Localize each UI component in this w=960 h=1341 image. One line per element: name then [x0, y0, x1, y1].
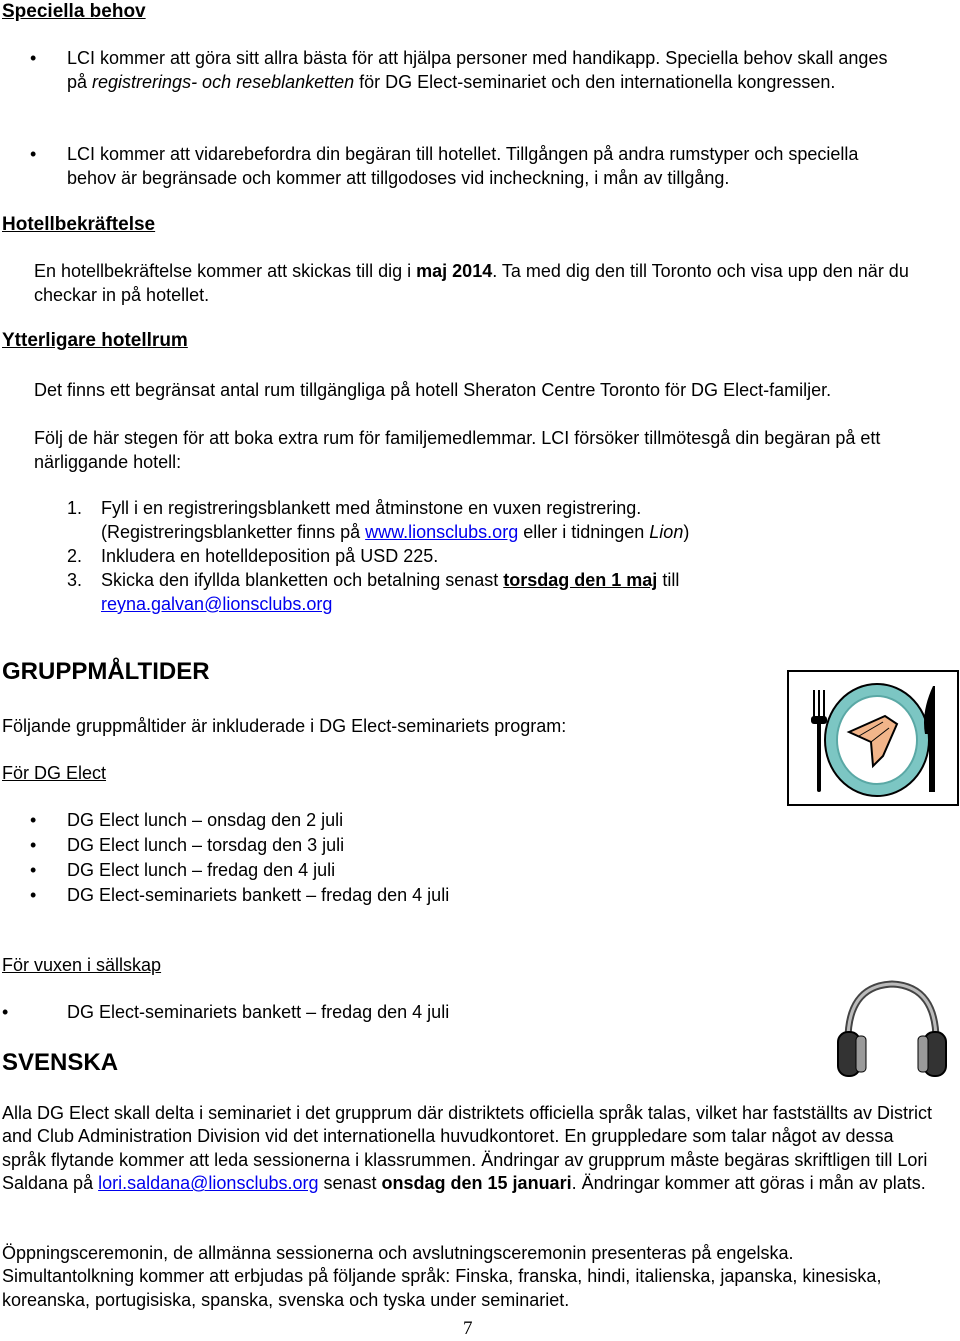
- swedish-paragraph: Öppningsceremonin, de allmänna sessionerna och avslutningsceremonin presenteras på engelska. Simultantolkning kommer att erbjudas på följande språk: Finska, franska, hindi, italienska, japanska, kinesiska, koreanska, portugisiska, spanska, svenska och tyska under seminariet.: [2, 1243, 882, 1310]
- extra-rooms-paragraph: Det finns ett begränsat antal rum tillgängliga på hotell Sheraton Centre Toronto för DG Elect-familjer.: [34, 380, 832, 400]
- dinner-plate-image: [787, 670, 959, 806]
- bullet-icon: •: [30, 835, 37, 855]
- step-item: Inkludera en hotelldeposition på USD 225.: [101, 546, 439, 566]
- bullet-icon: •: [30, 885, 37, 905]
- lionsclubs-link[interactable]: www.lionsclubs.org: [365, 522, 519, 542]
- hotel-confirmation-text: En hotellbekräftelse kommer att skickas till dig i maj 2014. Ta med dig den till Toronto och visa upp den när du checkar in på hotellet.: [34, 261, 909, 305]
- extra-rooms-paragraph: Följ de här stegen för att boka extra rum för familjemedlemmar. LCI försöker tillmötesgå din begäran på ett närliggande hotell:: [34, 428, 881, 472]
- headphones-image: [832, 976, 952, 1086]
- plate-cutlery-icon: [789, 672, 957, 804]
- headphones-icon: [832, 976, 952, 1086]
- meals-intro: Följande gruppmåltider är inkluderade i DG Elect-seminariets program:: [2, 716, 567, 736]
- bullet-icon: •: [30, 860, 37, 880]
- bullet-icon: •: [30, 48, 37, 68]
- steps-list: 1. Fyll i en registreringsblankett med åtminstone en vuxen registrering. (Registreringsblanketter finns på www.lionsclubs.org eller i tidningen Lion) 2. Inkludera en hotelldeposition på USD 225. 3. Skicka den ifyllda blanketten och betalning senast torsdag den 1 maj till reyna.galvan@lionsclubs.org: [0, 496, 900, 616]
- heading-group-meals: GRUPPMÅLTIDER: [2, 658, 210, 685]
- step-item: Fyll i en registreringsblankett med åtminstone en vuxen registrering. (Registreringsblanketter finns på www.lionsclubs.org eller i tidningen Lion): [101, 498, 690, 542]
- bullet-icon: •: [30, 810, 37, 830]
- bullet-icon: •: [2, 1002, 9, 1022]
- step-item: Skicka den ifyllda blanketten och betalning senast torsdag den 1 maj till reyna.galvan@lionsclubs.org: [101, 570, 680, 614]
- heading-swedish: SVENSKA: [2, 1049, 119, 1076]
- swedish-paragraph: Alla DG Elect skall delta i seminariet i det grupprum där distriktets officiella språk talas, vilket har fastställts av District and Club Administration Division vid det internationella huvudkontoret. En gruppledare som talar något av dessa språk flytande kommer att leda sessionerna i klassrummen. Ändringar av grupprum måste begäras skriftligen till Lori Saldana på lori.saldana@lionsclubs.org senast onsdag den 15 januari. Ändringar kommer att göras i mån av plats.: [2, 1103, 933, 1194]
- heading-extra-rooms: Ytterligare hotellrum: [2, 330, 188, 351]
- bullet-icon: •: [30, 144, 37, 164]
- heading-adult-guest: För vuxen i sällskap: [2, 955, 162, 975]
- reyna-email-link[interactable]: reyna.galvan@lionsclubs.org: [101, 594, 333, 614]
- heading-special-needs: Speciella behov: [2, 1, 146, 22]
- heading-dg-elect: För DG Elect: [2, 763, 107, 783]
- lori-email-link[interactable]: lori.saldana@lionsclubs.org: [98, 1173, 319, 1194]
- heading-hotel-confirmation: Hotellbekräftelse: [2, 214, 156, 235]
- page-number: 7: [463, 1318, 473, 1339]
